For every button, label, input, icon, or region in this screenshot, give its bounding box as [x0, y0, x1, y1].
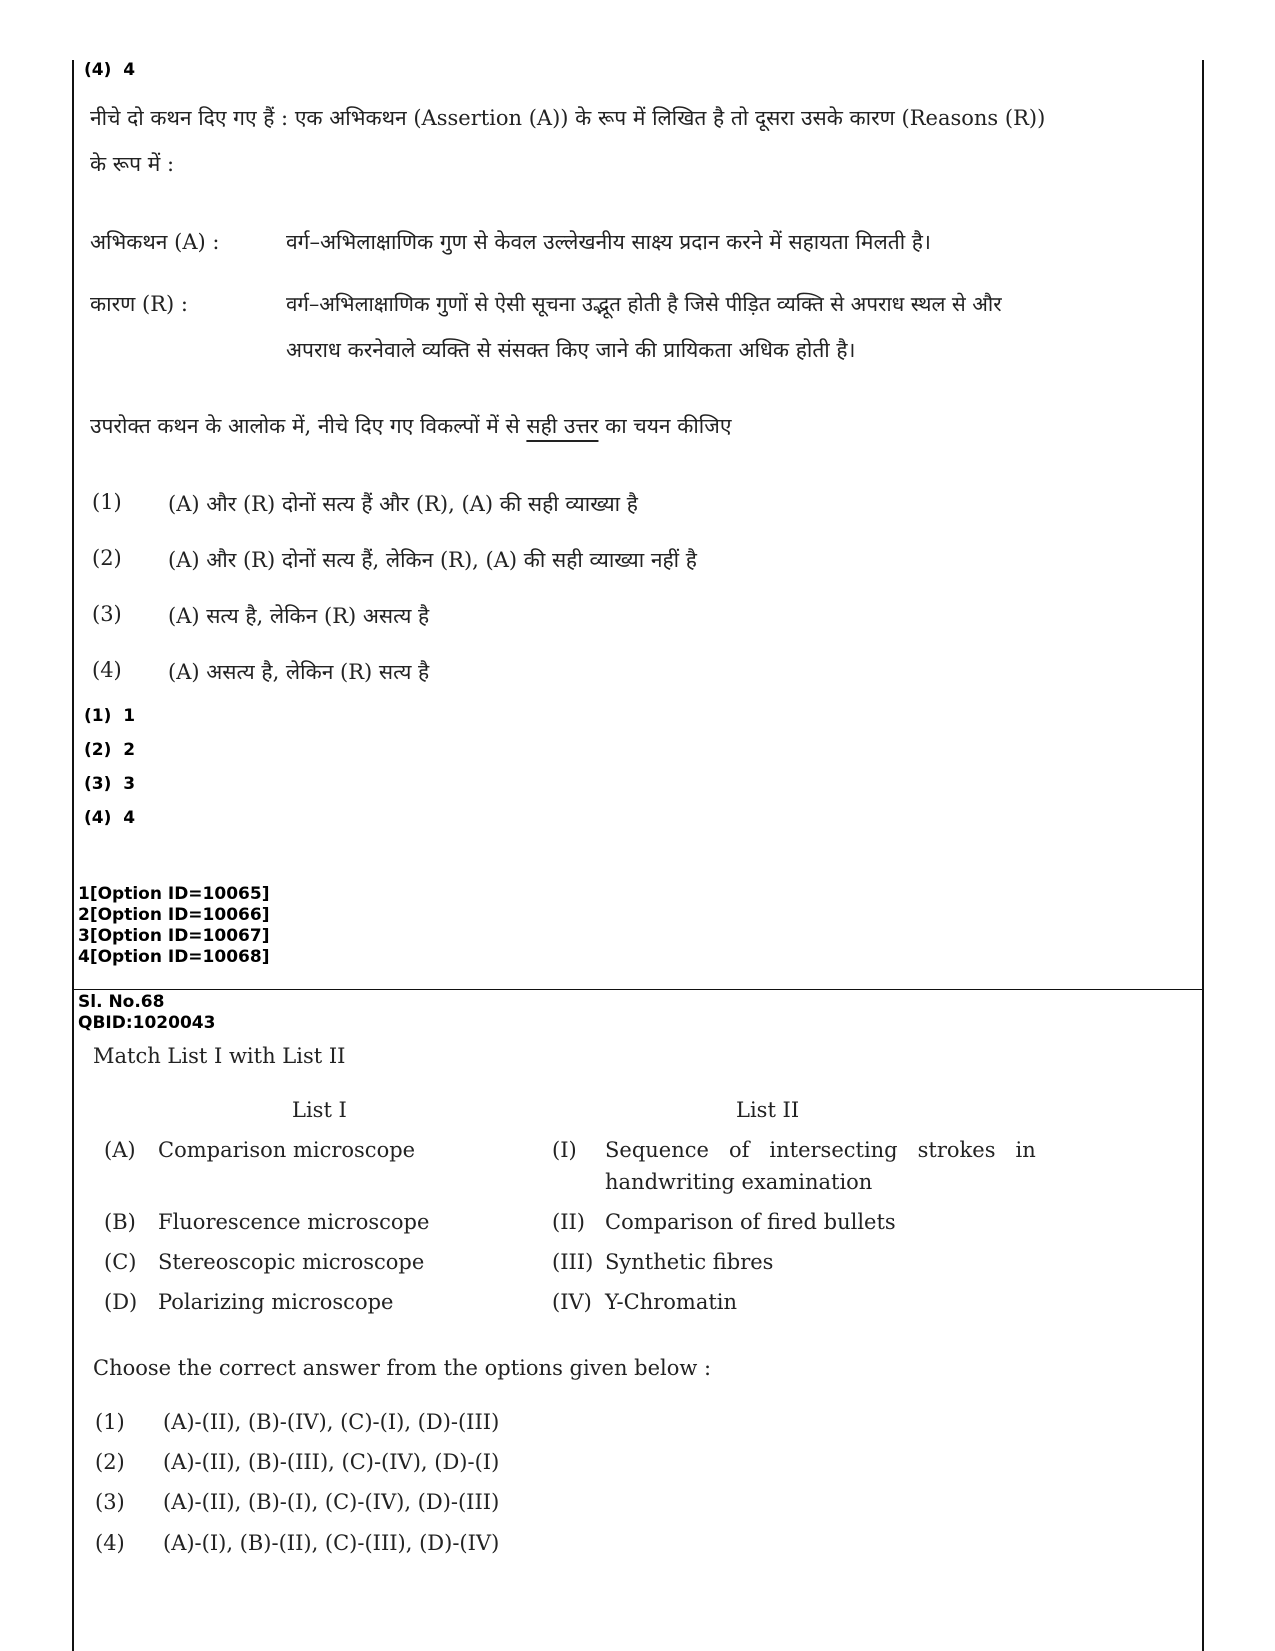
- assertion-label: अभिकथन (A) :: [90, 230, 220, 254]
- q68-answer-3: [95, 1490, 500, 1514]
- list1-key-a: (A): [104, 1138, 136, 1162]
- serial-number: Sl. No.68: [78, 992, 165, 1012]
- answer-text: (A)-(I), (B)-(II), (C)-(III), (D)-(IV): [163, 1531, 500, 1555]
- list1-key-d: (D): [104, 1290, 138, 1314]
- instruction-underlined: सही उत्तर: [526, 414, 599, 438]
- answer-number: (3): [95, 1490, 125, 1514]
- list2-key-i: (I): [552, 1138, 577, 1162]
- choice-number: (4): [92, 658, 122, 682]
- reason-text-line2: अपराध करनेवाले व्यक्ति से संसक्त किए जाने की प्रायिकता अधिक होती है।: [286, 338, 856, 362]
- choice-number: (1): [92, 490, 122, 514]
- list2-key-iv: (IV): [552, 1290, 592, 1314]
- q68-prompt: Match List I with List II: [93, 1044, 346, 1068]
- choice-text: (A) सत्य है, लेकिन (R) असत्य है: [168, 604, 430, 628]
- option-number: (4): [84, 60, 112, 80]
- answer-number: (2): [95, 1450, 125, 1474]
- answer-number: (4): [95, 1531, 125, 1555]
- option-value: 3: [123, 774, 136, 794]
- option-value: 2: [123, 740, 136, 760]
- option-id-4: 4[Option ID=10068]: [78, 947, 270, 967]
- reason-label: कारण (R) :: [90, 292, 188, 316]
- answer-text: (A)-(II), (B)-(IV), (C)-(I), (D)-(III): [163, 1410, 500, 1434]
- q67-intro-cont: के रूप में :: [90, 152, 175, 176]
- list2-item-i-line1: Sequence of intersecting strokes in: [605, 1138, 1036, 1162]
- answer-number: (1): [95, 1410, 125, 1434]
- list2-item-iv: Y-Chromatin: [605, 1290, 738, 1314]
- q67-option-3[interactable]: [84, 774, 135, 794]
- list2-key-iii: (III): [552, 1250, 594, 1274]
- list1-item-a: Comparison microscope: [158, 1138, 416, 1162]
- list1-header: List I: [292, 1098, 347, 1122]
- choose-instruction: Choose the correct answer from the options given below :: [93, 1356, 712, 1380]
- reason-text-line1: वर्ग–अभिलाक्षाणिक गुणों से ऐसी सूचना उद्भूत होती है जिसे पीड़ित व्यक्ति से अपराध स्थल से और: [286, 292, 1002, 316]
- list2-key-ii: (II): [552, 1210, 585, 1234]
- question-divider: [72, 989, 1204, 990]
- q67-choice-3: [92, 602, 430, 628]
- q67-choice-2: [92, 546, 697, 572]
- q67-choice-4: [92, 658, 430, 684]
- choice-text: (A) असत्य है, लेकिन (R) सत्य है: [168, 660, 430, 684]
- answer-text: (A)-(II), (B)-(I), (C)-(IV), (D)-(III): [163, 1490, 500, 1514]
- instruction-post: का चयन कीजिए: [598, 414, 732, 438]
- list1-item-d: Polarizing microscope: [158, 1290, 394, 1314]
- instruction-pre: उपरोक्त कथन के आलोक में, नीचे दिए गए विकल्पों में से: [90, 414, 527, 438]
- choice-text: (A) और (R) दोनों सत्य हैं, लेकिन (R), (A) की सही व्याख्या नहीं है: [168, 548, 697, 572]
- option-value: 1: [123, 706, 136, 726]
- option-id-2: 2[Option ID=10066]: [78, 905, 270, 925]
- q68-answer-2: [95, 1450, 500, 1474]
- option-number: (1): [84, 706, 112, 726]
- list1-key-c: (C): [104, 1250, 137, 1274]
- q68-answer-4: [95, 1531, 500, 1555]
- list2-header: List II: [736, 1098, 800, 1122]
- choice-number: (2): [92, 546, 122, 570]
- answer-text: (A)-(II), (B)-(III), (C)-(IV), (D)-(I): [163, 1450, 500, 1474]
- list1-key-b: (B): [104, 1210, 136, 1234]
- list2-item-iii: Synthetic fibres: [605, 1250, 774, 1274]
- option-value: 4: [123, 60, 136, 80]
- list1-item-b: Fluorescence microscope: [158, 1210, 430, 1234]
- option-number: (2): [84, 740, 112, 760]
- list2-item-ii: Comparison of fired bullets: [605, 1210, 896, 1234]
- q67-intro: नीचे दो कथन दिए गए हैं : एक अभिकथन (Assertion (A)) के रूप में लिखित है तो दूसरा उसके कारण (Reasons (R)): [90, 106, 1046, 130]
- choice-text: (A) और (R) दोनों सत्य हैं और (R), (A) की सही व्याख्या है: [168, 492, 638, 516]
- option-id-3: 3[Option ID=10067]: [78, 926, 270, 946]
- option-number: (4): [84, 808, 112, 828]
- q67-option-1[interactable]: [84, 706, 135, 726]
- q67-instruction: [90, 412, 731, 440]
- assertion-text: वर्ग–अभिलाक्षाणिक गुण से केवल उल्लेखनीय साक्ष्य प्रदान करने में सहायता मिलती है।: [286, 230, 931, 254]
- list1-item-c: Stereoscopic microscope: [158, 1250, 425, 1274]
- list2-item-i-line2: handwriting examination: [605, 1170, 873, 1194]
- q67-option-4[interactable]: [84, 808, 135, 828]
- q68-answer-1: [95, 1410, 500, 1434]
- option-number: (3): [84, 774, 112, 794]
- q67-option-2[interactable]: [84, 740, 135, 760]
- qbid: QBID:1020043: [78, 1013, 216, 1033]
- choice-number: (3): [92, 602, 122, 626]
- prev-option-4: [84, 60, 135, 80]
- q67-choice-1: [92, 490, 638, 516]
- option-id-1: 1[Option ID=10065]: [78, 884, 270, 904]
- option-value: 4: [123, 808, 136, 828]
